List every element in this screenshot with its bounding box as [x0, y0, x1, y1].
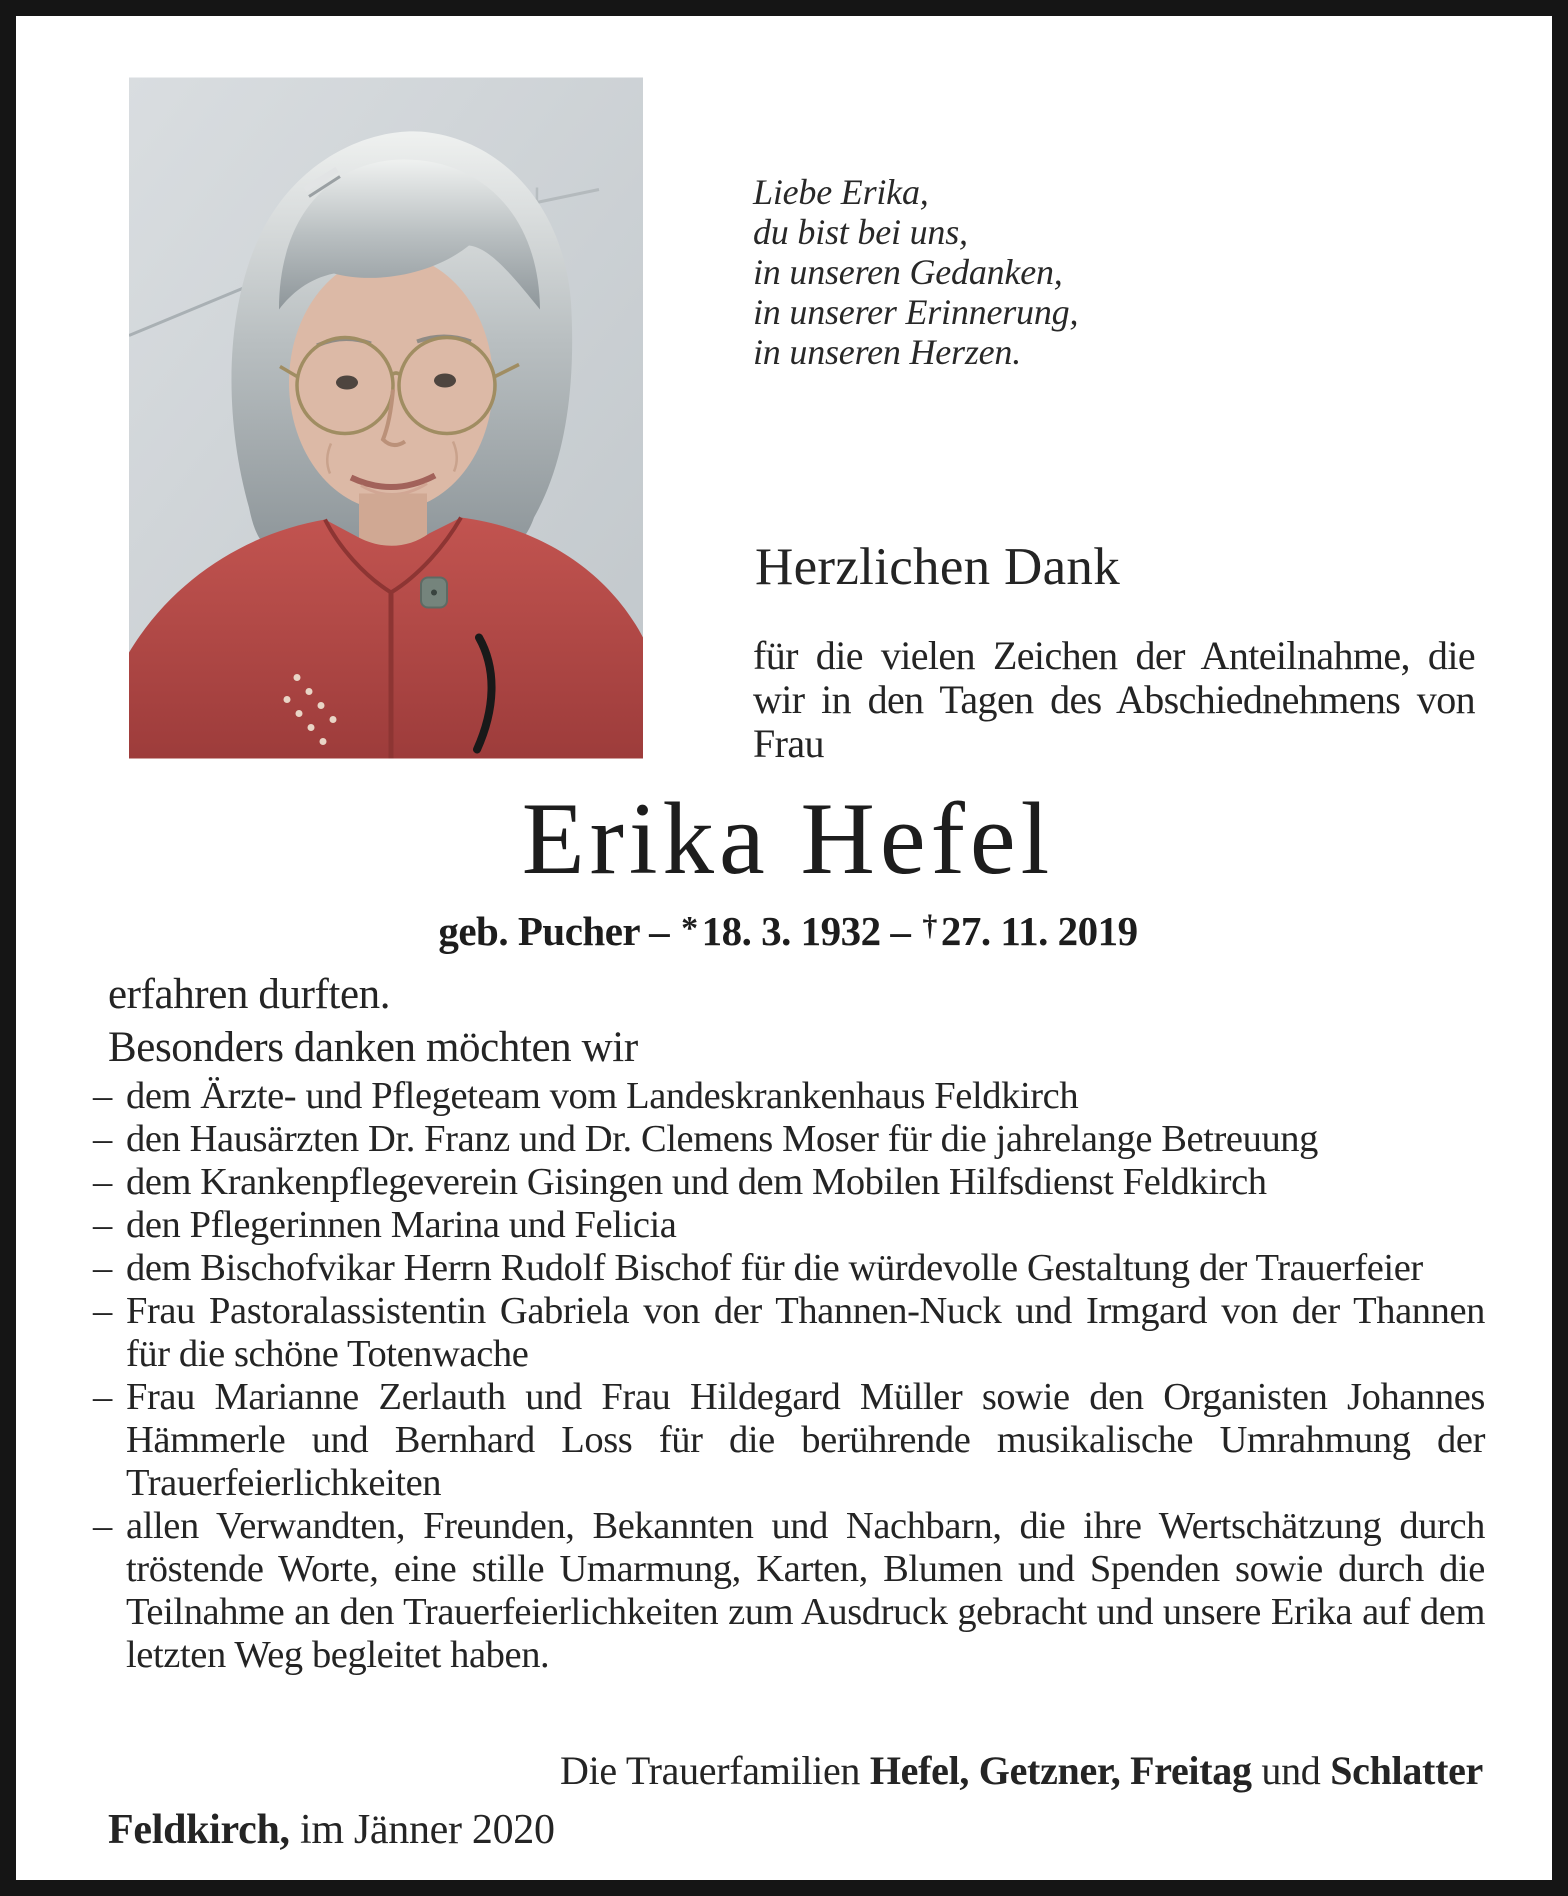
- thanks-item: [93, 1118, 1485, 1161]
- dash-bullet: –: [93, 1161, 112, 1203]
- thanks-item: [93, 1376, 1485, 1505]
- deceased-name: Erika Hefel: [521, 782, 1055, 896]
- family-name: Hefel, Getzner, Freitag: [869, 1748, 1252, 1793]
- verse-line: in unseren Gedanken,: [753, 252, 1063, 292]
- eye-left: [336, 376, 358, 390]
- dash-bullet: –: [93, 1290, 112, 1332]
- dash-bullet: –: [93, 1118, 112, 1160]
- thanks-item-text: allen Verwandten, Freunden, Bekannten und Nachbarn, die ihre Wertschätzung durch tröstende Worte, eine stille Umarmung, Karten, Blumen und Spenden sowie durch die Teilnahme an den Trauerfeierlichkeiten zum Ausdruck gebracht und unsere Erika auf dem letzten Weg begleitet haben.: [126, 1505, 1485, 1676]
- dash-bullet: –: [93, 1247, 112, 1289]
- maiden-name: geb. Pucher –: [438, 908, 670, 954]
- place-date-line: [108, 1806, 555, 1854]
- thanks-item-text: Frau Pastoralassistentin Gabriela von der Thannen-Nuck und Irmgard von der Thannen für die schöne Totenwache: [126, 1290, 1485, 1375]
- thanks-item-text: den Pflegerinnen Marina und Felicia: [126, 1204, 677, 1246]
- thanks-heading: Herzlichen Dank: [755, 538, 1121, 596]
- birth-star-symbol: *: [681, 910, 698, 947]
- verse-line: in unserer Erinnerung,: [753, 292, 1079, 332]
- intro-paragraph: für die vielen Zeichen der Anteilnahme, die wir in den Tagen des Abschiednehmens von Frau: [753, 633, 1475, 766]
- thanks-item-text: dem Krankenpflegeverein Gisingen und dem Mobilen Hilfsdienst Feldkirch: [126, 1161, 1267, 1203]
- dash-bullet: –: [93, 1505, 112, 1547]
- thanks-item-text: Frau Marianne Zerlauth und Frau Hildegard Müller sowie den Organisten Johannes Hämmerle und Bernhard Loss für die berührende musikalische Umrahmung der Trauerfeierlichkeiten: [126, 1376, 1485, 1504]
- thanks-item: [93, 1204, 1485, 1247]
- thanks-item: [93, 1247, 1485, 1290]
- mourning-families-line: [108, 1747, 1483, 1794]
- verse-line: Liebe Erika,: [753, 172, 929, 212]
- thanks-item: [93, 1075, 1485, 1118]
- verse-line: du bist bei uns,: [753, 212, 968, 252]
- birth-death-line: [108, 908, 1468, 959]
- special-thanks-intro: Besonders danken möchten wir: [108, 1024, 638, 1071]
- place: Feldkirch,: [108, 1807, 290, 1853]
- family-name: Schlatter: [1330, 1748, 1483, 1793]
- thanks-item-text: dem Ärzte- und Pflegeteam vom Landeskrankenhaus Feldkirch: [126, 1075, 1079, 1117]
- portrait-photo: [129, 77, 643, 759]
- neck: [359, 494, 427, 548]
- birth-date: 18. 3. 1932 –: [701, 908, 911, 954]
- death-date: 27. 11. 2019: [940, 908, 1138, 954]
- thanks-item-text: den Hausärzten Dr. Franz und Dr. Clemens Moser für die jahrelange Betreuung: [126, 1118, 1318, 1160]
- eye-right: [434, 374, 456, 388]
- dash-bullet: –: [93, 1376, 112, 1418]
- thanks-item: [93, 1290, 1485, 1376]
- dash-bullet: –: [93, 1204, 112, 1246]
- dash-bullet: –: [93, 1075, 112, 1117]
- face: [289, 255, 493, 511]
- thanks-item-text: dem Bischofvikar Herrn Rudolf Bischof für die würdevolle Gestaltung der Trauerfeier: [126, 1247, 1423, 1289]
- closing-text: und: [1251, 1748, 1331, 1793]
- thanks-item: [93, 1161, 1485, 1204]
- memorial-verse: [753, 172, 1078, 372]
- portrait-illustration: [129, 77, 643, 759]
- death-dagger-symbol: †: [922, 909, 937, 942]
- verse-line: in unseren Herzen.: [753, 332, 1022, 372]
- after-name-line: erfahren durften.: [108, 971, 391, 1018]
- closing-text: Die Trauerfamilien: [560, 1748, 870, 1793]
- date: im Jänner 2020: [289, 1807, 555, 1853]
- thanks-item: [93, 1505, 1485, 1677]
- thanks-list: [93, 1075, 1485, 1677]
